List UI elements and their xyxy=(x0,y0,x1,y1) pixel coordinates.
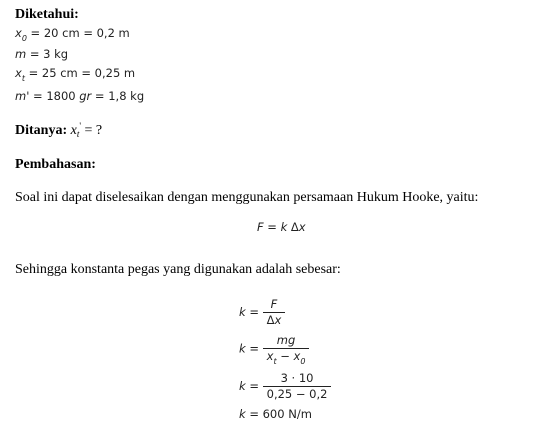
subscript: t xyxy=(76,129,80,139)
fraction xyxy=(263,298,286,327)
var-k: k xyxy=(280,220,288,234)
subscript: 0 xyxy=(300,357,306,366)
numerator: F xyxy=(263,298,286,313)
var-m: m xyxy=(15,47,27,61)
subscript: t xyxy=(273,357,277,366)
var-x: x xyxy=(293,349,301,363)
equals: = xyxy=(245,379,263,393)
var-k: k xyxy=(239,407,246,421)
var-x: x xyxy=(15,26,22,40)
result: = 600 N/m xyxy=(245,407,312,421)
intro-text: Soal ini dapat diselesaikan dengan menggunakan persamaan Hukum Hooke, yaitu: xyxy=(15,190,479,205)
equals: = xyxy=(263,220,281,234)
equals: = xyxy=(245,305,263,319)
value-pre: = 1800 xyxy=(29,89,80,103)
minus: − xyxy=(276,349,294,363)
value: = 3 kg xyxy=(26,47,69,61)
known-heading: Diketahui: xyxy=(15,7,79,22)
var-x: x xyxy=(266,349,274,363)
delta: Δ xyxy=(287,220,299,234)
equals: = xyxy=(245,341,263,356)
numerator: 3 · 10 xyxy=(263,372,332,387)
unit-gr: gr xyxy=(79,89,92,103)
denominator xyxy=(263,349,310,364)
hooke-equation xyxy=(257,220,306,234)
var-x: x xyxy=(274,313,282,327)
numerator: mg xyxy=(263,334,310,349)
step-3 xyxy=(239,372,331,401)
step-4 xyxy=(239,407,312,421)
asked-line xyxy=(15,123,102,139)
value-rest: = 1,8 kg xyxy=(91,89,145,103)
value: = ? xyxy=(80,123,103,138)
step-2 xyxy=(239,334,309,364)
var-m-prime: m' xyxy=(15,89,30,103)
known-m-prime xyxy=(15,89,144,103)
asked-heading: Ditanya: xyxy=(15,123,68,138)
fraction xyxy=(263,334,310,364)
step-1 xyxy=(239,298,285,327)
var-F: F xyxy=(257,220,264,234)
value: = 20 cm = 0,2 m xyxy=(26,26,130,40)
known-m xyxy=(15,47,68,61)
delta: Δ xyxy=(266,313,275,327)
var-k: k xyxy=(239,341,246,356)
var-x: x xyxy=(15,66,22,80)
var-x: x xyxy=(70,123,77,138)
value: = 25 cm = 0,25 m xyxy=(24,66,136,80)
known-xt xyxy=(15,66,136,83)
subscript: t xyxy=(21,74,25,83)
sentence-text: Sehingga konstanta pegas yang digunakan adalah sebesar: xyxy=(15,262,341,277)
known-x0 xyxy=(15,26,130,43)
var-k: k xyxy=(239,379,246,393)
denominator xyxy=(263,313,286,327)
subscript: 0 xyxy=(21,34,27,43)
denominator: 0,25 − 0,2 xyxy=(266,387,328,401)
fraction xyxy=(263,372,332,401)
var-k: k xyxy=(239,305,246,319)
discussion-heading: Pembahasan: xyxy=(15,157,96,172)
var-x: x xyxy=(298,220,306,234)
prime: ' xyxy=(79,121,81,131)
